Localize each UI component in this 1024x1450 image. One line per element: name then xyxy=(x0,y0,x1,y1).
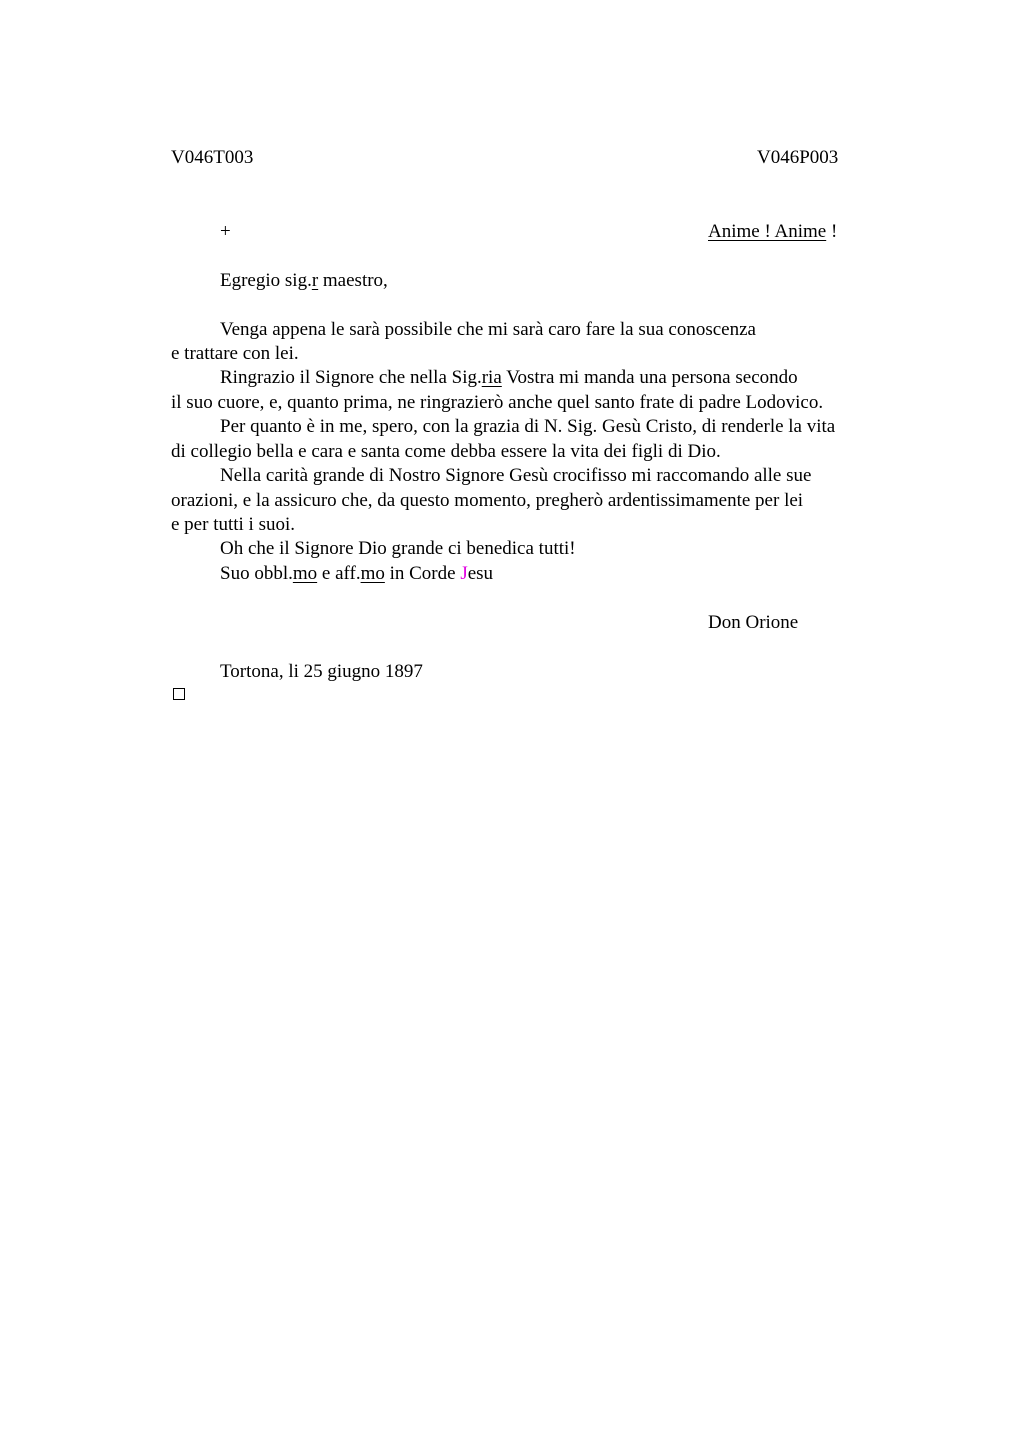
motto-underlined: Anime ! Anime xyxy=(708,221,827,242)
square-marker-icon xyxy=(173,688,185,700)
closing-line xyxy=(220,562,493,586)
body-line: e trattare con lei. xyxy=(171,343,299,364)
closing-abbr-2: mo xyxy=(360,563,385,584)
closing-abbr-1: mo xyxy=(292,563,318,584)
body-line: orazioni, e la assicuro che, da questo momento, pregherò ardentissimamente per lei xyxy=(171,490,804,511)
salutation xyxy=(220,269,388,293)
cross-symbol: + xyxy=(220,221,231,242)
salutation-pre: Egregio sig. xyxy=(220,270,312,291)
body-line: Oh che il Signore Dio grande ci benedica tutti! xyxy=(220,538,576,559)
body-line: e per tutti i suoi. xyxy=(171,514,296,535)
closing-end: esu xyxy=(467,563,494,584)
closing-mid: e aff. xyxy=(317,563,361,584)
salutation-abbr: r xyxy=(311,270,319,291)
date-line: Tortona, li 25 giugno 1897 xyxy=(220,661,423,682)
closing-pre: Suo obbl. xyxy=(220,563,293,584)
body-line: Venga appena le sarà possibile che mi sarà caro fare la sua conoscenza xyxy=(220,319,756,340)
motto-end: ! xyxy=(826,221,838,242)
signature: Don Orione xyxy=(708,612,799,633)
closing-mid-2: in Corde xyxy=(384,563,461,584)
body-line: il suo cuore, e, quanto prima, ne ringrazierò anche quel santo frate di padre Lodovico. xyxy=(171,392,824,413)
motto xyxy=(708,220,837,244)
body-line: Nella carità grande di Nostro Signore Gesù crocifisso mi raccomando alle sue xyxy=(220,465,812,486)
body-line-pre: Ringrazio il Signore che nella Sig. xyxy=(220,367,482,388)
body-line: Per quanto è in me, spero, con la grazia di N. Sig. Gesù Cristo, di renderle la vita xyxy=(220,416,836,437)
document-code-left: V046T003 xyxy=(171,147,254,168)
body-line-abbr: ria xyxy=(481,367,502,388)
highlighted-letter: J xyxy=(460,563,468,584)
salutation-post: maestro, xyxy=(318,270,388,291)
body-line: di collegio bella e cara e santa come debba essere la vita dei figli di Dio. xyxy=(171,441,721,462)
document-code-right: V046P003 xyxy=(757,147,839,168)
body-line xyxy=(220,366,798,390)
body-line-post: Vostra mi manda una persona secondo xyxy=(501,367,798,388)
